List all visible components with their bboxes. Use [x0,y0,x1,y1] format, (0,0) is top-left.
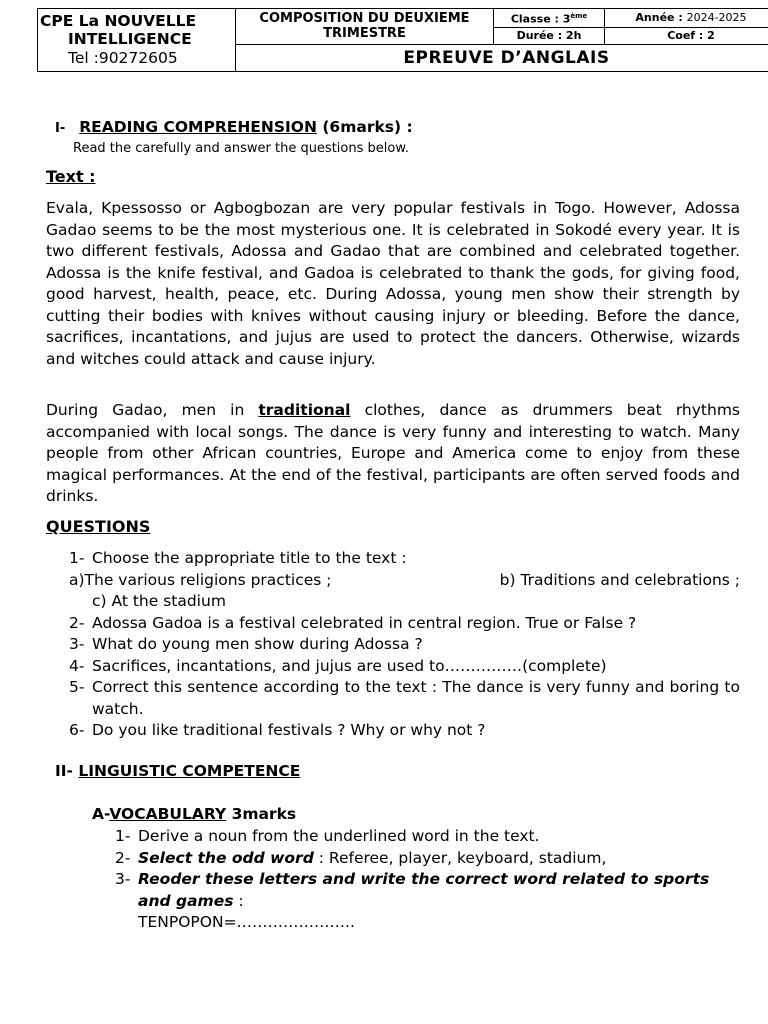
question-num: 1- [69,549,85,567]
vocabulary-list [115,826,740,934]
section1-marks: (6marks) : [316,118,413,136]
item-text [138,848,740,870]
question-5 [69,677,740,720]
option-c: c) At the stadium [92,592,226,610]
duree-cell: Durée : 2h [494,27,605,44]
vocab-item-1 [115,826,740,848]
voc-title: VOCABULARY [109,805,227,823]
section1-heading [55,118,413,136]
section1-num: I- [55,121,66,136]
question-1-options [65,570,740,592]
question-text: Correct this sentence according to the text : The dance is very funny and boring to watch. [92,678,740,718]
classe-sup: ème [570,12,588,20]
section1-instruction: Read the carefully and answer the questions below. [73,141,409,156]
question-6 [69,720,740,742]
vocab-item-3 [115,869,740,934]
school-name-line1: CPE La NOUVELLE [40,12,197,31]
voc-prefix: A- [92,805,110,823]
underlined-word: traditional [258,401,351,419]
text-label: Text : [46,167,96,186]
item-text [138,869,740,934]
item-colon: : [233,891,244,910]
item-instruction: Reoder these letters and write the correct word related to sports and games [138,870,710,910]
section1-title: READING COMPREHENSION [79,118,317,136]
item-instruction: Select the odd word [138,848,314,867]
option-a: a)The various religions practices ; [69,570,332,589]
question-num: 2- [69,613,85,632]
voc-marks: 3marks [226,805,297,823]
questions-heading: QUESTIONS [46,517,151,536]
question-4 [69,656,740,678]
question-num: 4- [69,656,85,675]
question-1-option-c-row [69,591,740,613]
question-text: Sacrifices, incantations, and jujus are used to……………(complete) [92,656,607,675]
vocab-item-2 [115,848,740,870]
question-2 [69,613,740,635]
school-phone: Tel :90272605 [68,49,178,68]
composition-title: COMPOSITION DU DEUXIEME TRIMESTRE [236,9,494,45]
annee-value: 2024-2025 [686,10,747,24]
item-num: 2- [115,848,131,867]
section2-num: II- [55,762,73,780]
reading-paragraph-1: Evala, Kpessosso or Agbogbozan are very popular festivals in Togo. However, Adossa Gadao seems to be the most mysterious one. It is celebrated in Sokodé every year. It is two different festivals, Adossa and Gadao that are combined and celebrated together. Adossa is the knife festival, and Gadoa is celebrated to thank the gods, for giving food, good harvest, health, peace, etc. During Adossa, young men show their strength by cutting their bodies with knives without causing injury or bleeding. Before the dance, sacrifices, incantations, and jujus are used to protect the dancers. Otherwise, wizards and witches could attack and cause injury. [46,199,740,368]
epreuve-title: EPREUVE D’ANGLAIS [236,44,768,71]
item-words: : Referee, player, keyboard, stadium, [313,848,607,867]
item-num: 3- [115,870,131,888]
para2-end: clothes, dance as drummers beat rhythms accompanied with local songs. The dance is very funny and interesting to watch. Many people from other African countries, Europe and America come to enjoy from these magical performances. At the end of the festival, participants are often served foods and drinks. [46,401,740,505]
answer-line: TENPOPON=………………….. [138,913,355,931]
school-name-line2: INTELLIGENCE [68,30,192,49]
question-text: What do young men show during Adossa ? [92,635,423,653]
annee-label: Année : [635,10,683,24]
section2-title: LINGUISTIC COMPETENCE [78,762,301,780]
question-text: Adossa Gadoa is a festival celebrated in central region. True or False ? [92,613,637,632]
item-num: 1- [115,827,131,845]
header-table [37,8,768,72]
classe-cell [494,9,605,28]
classe-label: Classe : 3 [510,12,571,26]
question-text: Do you like traditional festivals ? Why or why not ? [92,721,486,739]
questions-list [69,548,740,742]
question-text: Choose the appropriate title to the text : [92,549,407,567]
section2-heading [55,762,300,780]
vocabulary-heading [92,805,296,823]
annee-cell [605,9,768,28]
question-1 [69,548,740,570]
option-b: b) Traditions and celebrations ; [499,570,740,589]
question-3 [69,634,740,656]
item-text: Derive a noun from the underlined word in the text. [138,827,540,845]
reading-paragraph-2 [46,400,740,508]
coef-cell: Coef : 2 [605,27,768,44]
question-num: 5- [69,678,85,696]
school-cell [38,9,236,72]
question-num: 6- [69,721,85,739]
para2-start: During Gadao, men in [46,401,259,419]
question-num: 3- [69,635,85,653]
